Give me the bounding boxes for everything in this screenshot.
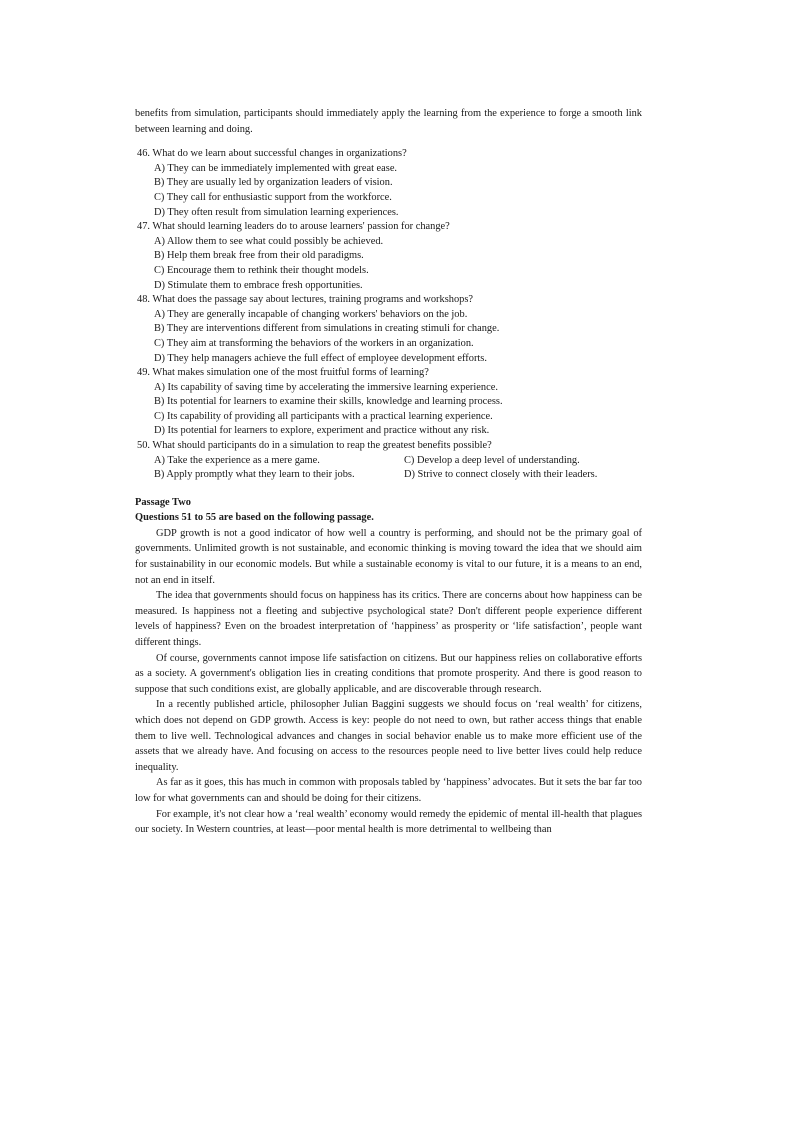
option-b: B) They are interventions different from simulations in creating stimuli for change. xyxy=(154,323,500,335)
passage-instruction: Questions 51 to 55 are based on the following passage. xyxy=(135,512,374,524)
option-b: B) Help them break free from their old paradigms. xyxy=(154,250,364,262)
option-d: D) Strive to connect closely with their leaders. xyxy=(404,469,598,481)
question-list xyxy=(135,147,642,483)
option-a: A) Take the experience as a mere game. xyxy=(154,454,320,466)
paragraph: The idea that governments should focus on happiness has its critics. There are concerns about how happiness can be measured. Is happiness not a fleeting and subjective psychological state? Don't different people experience different levels of happiness? Even on the broadest interpretation of ‘happiness’ as prosperity or ‘life satisfaction’, people want different things. xyxy=(135,590,642,648)
question-stem: 50. What should participants do in a simulation to reap the greatest benefits possible? xyxy=(137,440,492,452)
paragraph: In a recently published article, philosopher Julian Baggini suggests we should focus on ‘real wealth’ for citizens, which does not depend on GDP growth. Access is key: people do not need to own, but rather access things that enable them to live well. Technological advances and changes in social behavior enable us to make more efficient use of the assets that we already have. And focusing on access to the resources people need to live better lives could help reduce inequality. xyxy=(135,699,642,773)
question-stem: 48. What does the passage say about lectures, training programs and workshops? xyxy=(137,294,473,306)
question-50 xyxy=(135,439,642,483)
option-d: D) They help managers achieve the full effect of employee development efforts. xyxy=(154,352,487,364)
option-grid xyxy=(135,454,642,483)
option-c: C) Its capability of providing all participants with a practical learning experience. xyxy=(154,410,493,422)
option-b: B) Apply promptly what they learn to their jobs. xyxy=(154,469,355,481)
passage-title: Passage Two xyxy=(135,496,191,508)
question-stem: 46. What do we learn about successful changes in organizations? xyxy=(137,148,407,160)
option-a: A) Allow them to see what could possibly be achieved. xyxy=(154,235,384,247)
option-d: D) They often result from simulation learning experiences. xyxy=(154,206,399,218)
document-page xyxy=(135,106,642,838)
question-stem: 47. What should learning leaders do to arouse learners' passion for change? xyxy=(137,221,450,233)
passage-two-header xyxy=(135,495,642,526)
question-48 xyxy=(135,293,642,366)
option-a: A) They are generally incapable of changing workers' behaviors on the job. xyxy=(154,308,468,320)
option-c: C) Encourage them to rethink their thought models. xyxy=(154,264,369,276)
question-stem: 49. What makes simulation one of the most fruitful forms of learning? xyxy=(137,367,429,379)
question-47 xyxy=(135,220,642,293)
paragraph: Of course, governments cannot impose life satisfaction on citizens. But our happiness relies on collaborative efforts as a society. A government's obligation lies in creating conditions that promote prosperity. And there is good reason to suppose that such conditions exist, are globally applicable, and are discoverable through research. xyxy=(135,652,642,695)
option-c: C) They call for enthusiastic support from the workforce. xyxy=(154,191,392,203)
option-d: D) Stimulate them to embrace fresh opportunities. xyxy=(154,279,363,291)
option-d: D) Its potential for learners to explore, experiment and practice without any risk. xyxy=(154,425,490,437)
question-46 xyxy=(135,147,642,220)
question-49 xyxy=(135,366,642,439)
option-b: B) Its potential for learners to examine their skills, knowledge and learning process. xyxy=(154,396,503,408)
paragraph: As far as it goes, this has much in common with proposals tabled by ‘happiness’ advocates. But it sets the bar far too low for what governments can and should be doing for their citizens. xyxy=(135,777,642,804)
passage-two-body xyxy=(135,526,642,838)
passage-one-continuation: benefits from simulation, participants should immediately apply the learning from the experience to forge a smooth link between learning and doing. xyxy=(135,108,642,135)
option-c: C) They aim at transforming the behaviors of the workers in an organization. xyxy=(154,337,474,349)
paragraph: For example, it's not clear how a ‘real wealth’ economy would remedy the epidemic of mental ill-health that plagues our society. In Western countries, at least—poor mental health is more detrimental to wellbeing than xyxy=(135,808,642,836)
option-a: A) Its capability of saving time by accelerating the immersive learning experience. xyxy=(154,381,498,393)
option-a: A) They can be immediately implemented with great ease. xyxy=(154,162,398,174)
option-c: C) Develop a deep level of understanding. xyxy=(404,454,580,466)
paragraph: GDP growth is not a good indicator of how well a country is performing, and should not be the primary goal of governments. Unlimited growth is not sustainable, and economic thinking is moving toward the idea that we should aim for sustainability in our economic models. But while a sustainable economy is vital to our future, it is a means to an end, not an end in itself. xyxy=(135,527,642,586)
option-b: B) They are usually led by organization leaders of vision. xyxy=(154,177,393,189)
